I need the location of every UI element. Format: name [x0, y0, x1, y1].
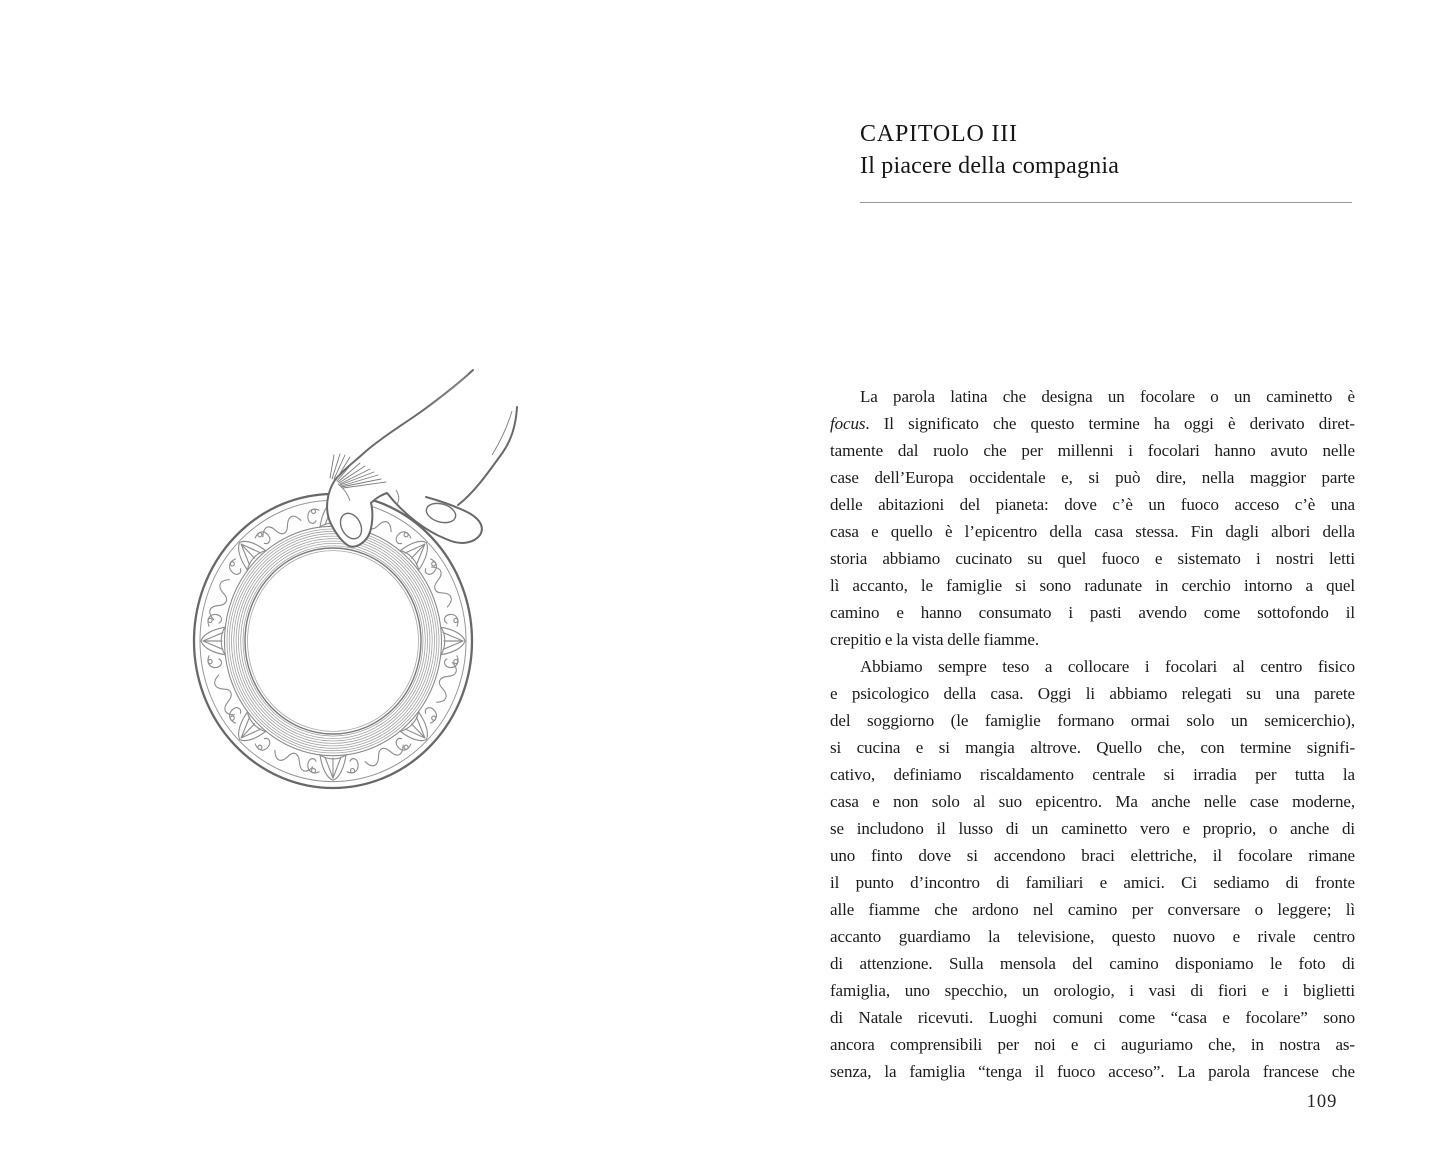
text-line: casa e non solo al suo epicentro. Ma anche nelle case moderne, [830, 792, 1355, 811]
text-line: storia abbiamo cucinato su quel fuoco e sistemato i nostri letti [830, 549, 1355, 568]
text-line: tamente dal ruolo che per millenni i focolari hanno avuto nelle [830, 441, 1355, 460]
chapter-heading [860, 118, 1119, 182]
text-line: alle fiamme che ardono nel camino per conversare o leggere; lì [830, 900, 1355, 919]
text-line: Abbiamo sempre teso a collocare i focolari al centro fisico [860, 657, 1355, 676]
text-line: delle abitazioni del pianeta: dove c’è un fuoco acceso c’è una [830, 495, 1355, 514]
text-line: La parola latina che designa un focolare o un caminetto è [860, 387, 1355, 406]
text-line: il punto d’incontro di familiari e amici. Ci sediamo di fronte [830, 873, 1355, 892]
text-line: di attenzione. Sulla mensola del camino disponiamo le foto di [830, 954, 1355, 973]
text-line: cativo, definiamo riscaldamento centrale si irradia per tutta la [830, 765, 1355, 784]
text-line: crepitio e la vista delle fiamme. [830, 630, 1040, 649]
text-line: uno finto dove si accendono braci elettriche, il focolare rimane [830, 846, 1355, 865]
hand [327, 370, 517, 547]
heading-rule [860, 202, 1352, 203]
chapter-number: CAPITOLO III [860, 121, 1018, 147]
ornate-plate [194, 494, 472, 788]
text-line: senza, la famiglia “tenga il fuoco acceso”. La parola francese che [830, 1062, 1355, 1081]
text-line: case dell’Europa occidentale e, si può dire, nella maggior parte [830, 468, 1355, 487]
body-text [830, 383, 1355, 1085]
text-line: ancora comprensibili per noi e ci auguriamo che, in nostra as- [830, 1035, 1355, 1054]
chapter-title: Il piacere della compagnia [860, 153, 1120, 179]
text-line: di Natale ricevuti. Luoghi comuni come “casa e focolare” sono [830, 1008, 1355, 1027]
text-line: del soggiorno (le famiglie formano ormai solo un semicerchio), [830, 711, 1355, 730]
text-line: si cucina e si mangia altrove. Quello che, con termine signifi- [830, 738, 1355, 757]
text-line: focus. Il significato che questo termine ha oggi è derivato diret- [830, 414, 1355, 433]
text-line: camino e hanno consumato i pasti avendo come sottofondo il [830, 603, 1355, 622]
text-line: lì accanto, le famiglie si sono radunate in cerchio intorno a quel [830, 576, 1355, 595]
hand-holding-plate-illustration [60, 340, 620, 820]
text-line: famiglia, uno specchio, un orologio, i vasi di fiori e i biglietti [830, 981, 1355, 1000]
page-number: 109 [1306, 1092, 1338, 1112]
text-line: casa e quello è l’epicentro della casa stessa. Fin dagli albori della [830, 522, 1355, 541]
text-line: accanto guardiamo la televisione, questo nuovo e rivale centro [830, 927, 1355, 946]
text-line: e psicologico della casa. Oggi li abbiamo relegati su una parete [830, 684, 1355, 703]
text-line: se includono il lusso di un caminetto vero e proprio, o anche di [830, 819, 1355, 838]
